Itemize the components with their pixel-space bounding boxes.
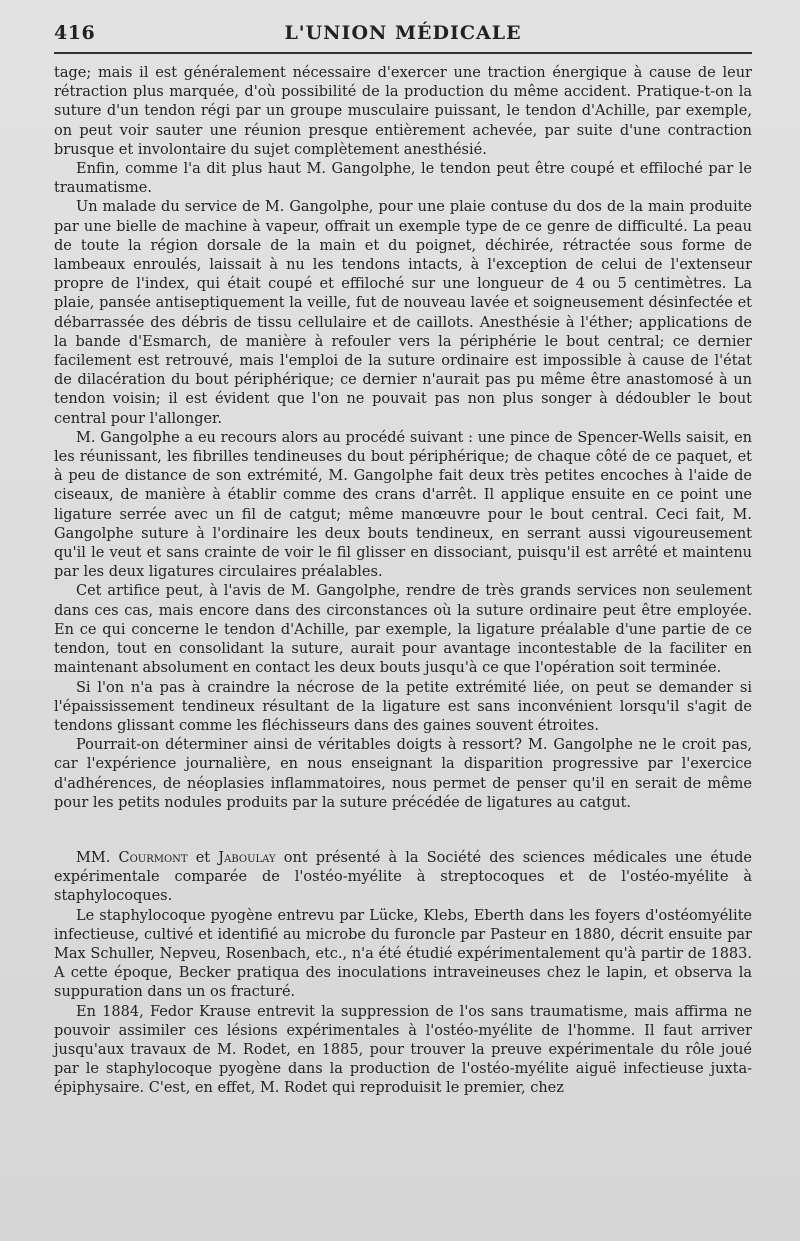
author-name: Jaboulay	[218, 849, 276, 866]
paragraph: Un malade du service de M. Gangolphe, pour une plaie contuse du dos de la main produite par une bielle de machine à vapeur, offrait un exemple type de ce genre de difficulté. La peau de toute la région dorsale de la main et du poignet, déchirée, rétractée sous forme de lambeaux enroulés, laissait à nu les tendons intacts, à l'exception de celui de l'extenseur propre de l'index, qui était coupé et effiloché sur une longueur de 4 ou 5 centimètres. La plaie, pansée antiseptiquement la veille, fut de nouveau lavée et soigneusement désinfectée et débarrassée des débris de tissu cellulaire et de caillots. Anesthésie à l'éther; applications de la bande d'Esmarch, de manière à refouler vers la périphérie le bout central; ce dernier facilement est retrouvé, mais l'emploi de la suture ordinaire est impossible à cause de l'état de dilacération du bout périphérique; ce dernier n'aurait pas pu même être anastomosé à un tendon voisin; il est évident que l'on ne pouvait pas non plus songer à dédoubler le bout central pour l'allonger.	[54, 199, 752, 427]
paragraph: Si l'on n'a pas à craindre la nécrose de la petite extrémité liée, on peut se demander si l'épaississement tendineux résultant de la ligature est sans inconvénient lorsqu'il s'agit de tendons glissant comme les fléchisseurs dans des gaines souvent étroites.	[54, 679, 752, 734]
paragraph: En 1884, Fedor Krause entrevit la suppression de l'os sans traumatisme, mais affirma ne pouvoir assimiler ces lésions expérimentales à l'ostéo-myélite de l'homme. Il faut arriver jusqu'aux travaux de M. Rodet, en 1885, pour trouver la preuve expérimentale du rôle joué par le staphylocoque pyogène dans la production de l'ostéo-myélite aiguë infectieuse juxta-épiphysaire. C'est, en effet, M. Rodet qui reproduisit le premier, chez	[54, 1003, 752, 1097]
running-head	[54, 22, 752, 54]
paragraph: tage; mais il est généralement nécessaire d'exercer une traction énergique à cause de leur rétraction plus marquée, d'où possibilité de la production du même accident. Pratique-t-on la suture d'un tendon régi par un groupe musculaire puissant, le tendon d'Achille, par exemple, on peut voir sauter une réunion presque entièrement achevée, par suite d'une contraction brusque et involontaire du sujet complètement anesthésié.	[54, 65, 752, 158]
author-name: Courmont	[118, 849, 188, 866]
paragraph: Pourrait-on déterminer ainsi de véritables doigts à ressort? M. Gangolphe ne le croit pas, car l'expérience journalière, en nous enseignant la disparition progressive par l'exercice d'adhérences, de néoplasies inflammatoires, nous permet de penser qu'il en serait de même pour les petits nodules produits par la suture précédée de ligatures au catgut.	[54, 737, 752, 811]
article-body	[54, 64, 752, 1099]
page-number: 416	[54, 22, 96, 44]
paragraph: Enfin, comme l'a dit plus haut M. Gangolphe, le tendon peut être coupé et effiloché par le traumatisme.	[54, 161, 752, 197]
section-intro-paragraph	[54, 849, 752, 907]
paragraph: M. Gangolphe a eu recours alors au procédé suivant : une pince de Spencer-Wells saisit, en les réunissant, les fibrilles tendineuses du bout périphérique; de chaque côté de ce paquet, et à peu de distance de son extrémité, M. Gangolphe fait deux très petites encoches à l'aide de ciseaux, de manière à établir comme des crans d'arrêt. Il applique ensuite en ce point une ligature serrée avec un fil de catgut; même manœuvre pour le bout central. Ceci fait, M. Gangolphe suture à l'ordinaire les deux bouts tendineux, en serrant aussi vigoureusement qu'il le veut et sans crainte de voir le fil glisser en dissociant, puisqu'il est arrêté et maintenu par les deux ligatures circulaires préalables.	[54, 429, 752, 581]
section-separator	[54, 813, 752, 849]
journal-title: L'UNION MÉDICALE	[284, 22, 522, 44]
conjunction: et	[187, 849, 219, 866]
paragraph: Cet artifice peut, à l'avis de M. Gangolphe, rendre de très grands services non seulement dans ces cas, mais encore dans des circonstances où la suture ordinaire peut être employée. En ce qui concerne le tendon d'Achille, par exemple, la ligature préalable d'une partie de ce tendon, tout en consolidant la suture, aurait pour avantage incontestable de la faciliter en maintenant absolument en contact les deux bouts jusqu'à ce que l'opération soit terminée.	[54, 583, 752, 677]
intro-text: ont présenté à la Société des sciences médicales une étude expérimentale comparée de l'ostéo-myélite à streptocoques et de l'ostéo-myélite à staphylocoques.	[54, 849, 752, 905]
authors-prefix: MM.	[76, 849, 119, 866]
paragraph: Le staphylocoque pyogène entrevu par Lücke, Klebs, Eberth dans les foyers d'ostéomyélite infectieuse, cultivé et identifié au microbe du furoncle par Pasteur en 1880, décrit ensuite par Max Schuller, Nepveu, Rosenbach, etc., n'a été étudié expérimentalement qu'à partir de 1883. A cette époque, Becker pratiqua des inoculations intraveineuses chez le lapin, et observa la suppuration dans un os fracturé.	[54, 907, 752, 1001]
